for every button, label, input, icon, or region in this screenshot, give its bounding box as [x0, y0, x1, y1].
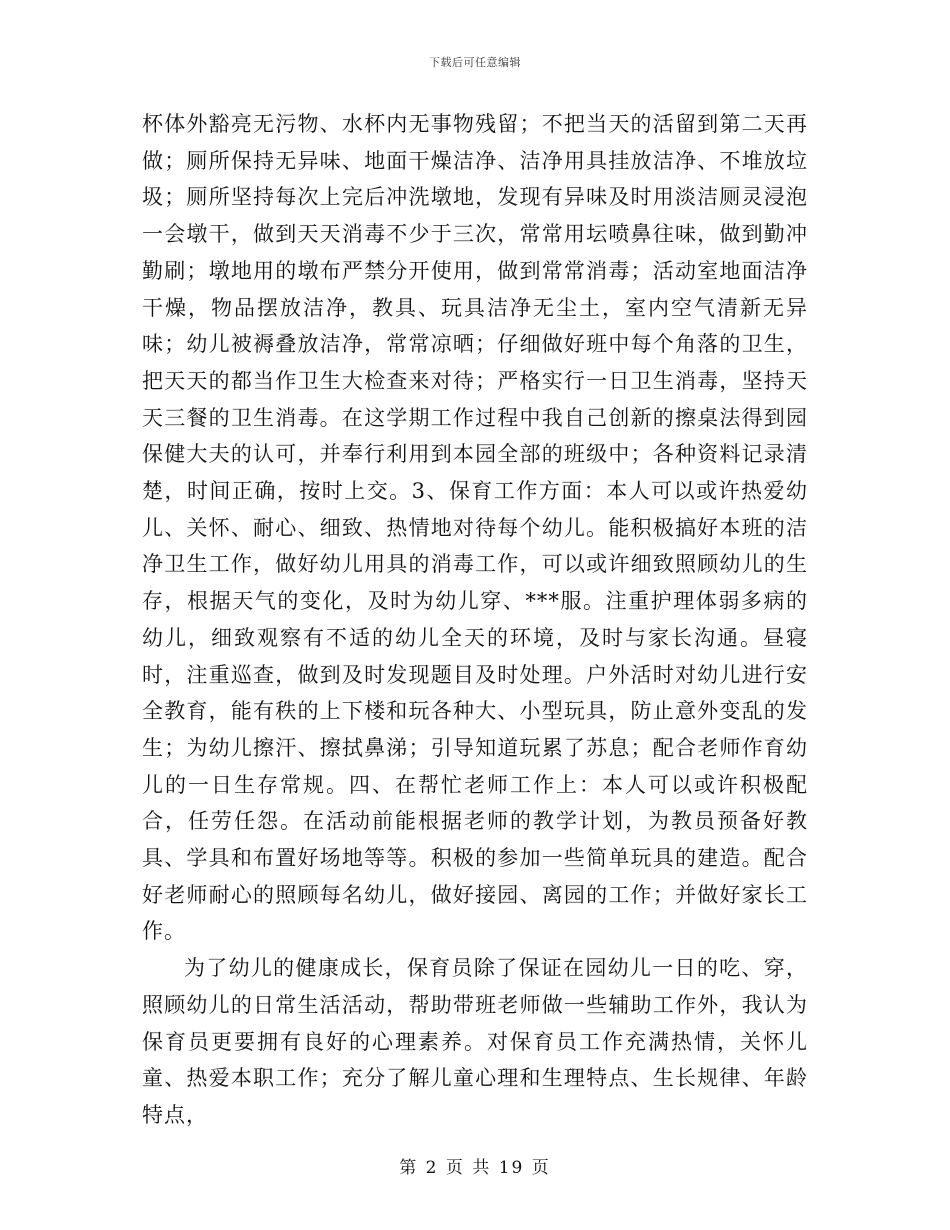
- page-header: 下载后可任意编辑: [429, 56, 521, 69]
- body-paragraph: 为了幼儿的健康成长，保育员除了保证在园幼儿一日的吃、穿，照顾幼儿的日常生活活动，帮助带班老师做一些辅助工作外，我认为保育员更要拥有良好的心理素养。对保育员工作充满热情，关怀儿童、热爱本职工作；充分了解儿童心理和生理特点、生长规律、年龄特点，: [142, 956, 808, 1127]
- document-body: [142, 106, 808, 1134]
- page-number-footer: 第 2 页 共 19 页: [399, 1158, 551, 1178]
- body-paragraph: 杯体外豁亮无污物、水杯内无事物残留；不把当天的活留到第二天再做；厕所保持无异味、地面干燥洁净、洁净用具挂放洁净、不堆放垃圾；厕所坚持每次上完后冲洗墩地，发现有异味及时用淡洁厕灵浸泡一会墩干，做到天天消毒不少于三次，常常用坛喷鼻往味，做到勤冲勤刷；墩地用的墩布严禁分开使用，做到常常消毒；活动室地面洁净干燥，物品摆放洁净，教具、玩具洁净无尘土，室内空气清新无异味；幼儿被褥叠放洁净，常常凉晒；仔细做好班中每个角落的卫生，把天天的都当作卫生大检查来对待；严格实行一日卫生消毒，坚持天天三餐的卫生消毒。在这学期工作过程中我自己创新的擦桌法得到园保健大夫的认可，并奉行利用到本园全部的班级中；各种资料记录清楚，时间正确，按时上交。3、保育工作方面：本人可以或许热爱幼儿、关怀、耐心、细致、热情地对待每个幼儿。能积极搞好本班的洁净卫生工作，做好幼儿用具的消毒工作，可以或许细致照顾幼儿的生存，根据天气的变化，及时为幼儿穿、***服。注重护理体弱多病的幼儿，细致观察有不适的幼儿全天的环境，及时与家长沟通。昼寝时，注重巡查，做到及时发现题目及时处理。户外活时对幼儿进行安全教育，能有秩的上下楼和玩各种大、小型玩具，防止意外变乱的发生；为幼儿擦汗、擦拭鼻涕；引导知道玩累了苏息；配合老师作育幼儿的一日生存常规。四、在帮忙老师工作上：本人可以或许积极配合，任劳任怨。在活动前能根据老师的教学计划，为教员预备好教具、学具和布置好场地等等。积极的参加一些简单玩具的建造。配合好老师耐心的照顾每名幼儿，做好接园、离园的工作；并做好家长工作。: [142, 112, 808, 944]
